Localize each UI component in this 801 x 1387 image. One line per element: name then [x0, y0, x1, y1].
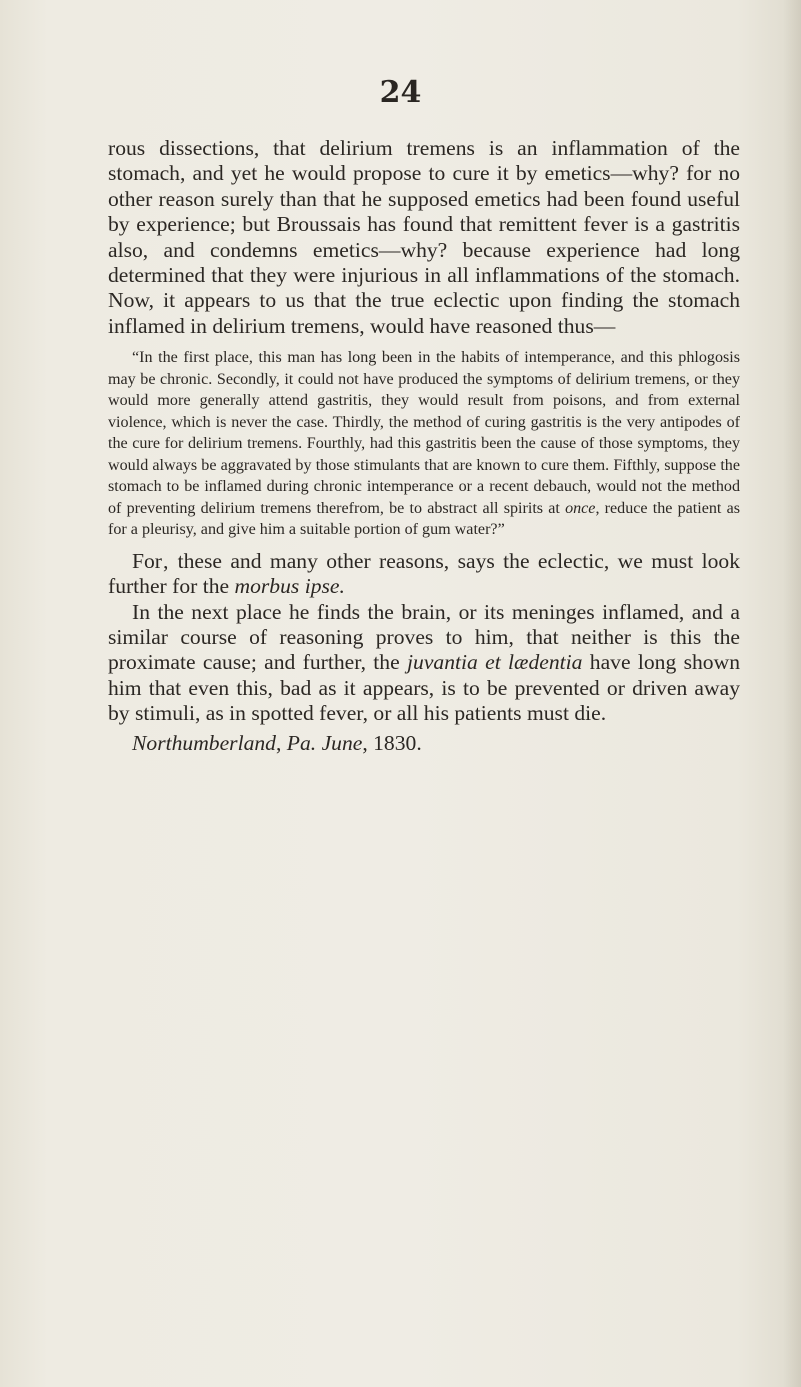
paragraph-dissections — [108, 136, 740, 339]
quote-text-end: , reduce the patient as for a pleurisy, and give him a suitable portion of gum water?” — [108, 499, 740, 539]
paragraph-brain-text-start: In the next place he finds the brain, or its meninges inflamed, and a similar course of reasoning proves to him, that neither is this the proximate cause; and further, the — [108, 599, 740, 675]
dateline-year: 1830. — [373, 730, 422, 755]
dateline-place: Northumberland — [132, 730, 276, 755]
quote-text-start: “In the first place, this man has long been in the habits of intemperance, and this phlogosis may be chronic. Secondly, it could not have produced the symptoms of delirium tremens, or they would more generally attend gastritis, they would result from poisons, and from external violence, which is never the case. Thirdly, the method of curing gastritis is the very antipodes of the cure for delirium tremens. Fourthly, had this gastritis been the cause of those symptoms, they would always be aggravated by those stimulants that are known to cure them. Fifthly, suppose the stomach to be inflamed during chronic intemperance or a recent debauch, would not the method of preventing delirium tremens therefrom, be to abstract all spirits at — [108, 349, 740, 517]
dateline-sep-1: , — [275, 730, 287, 755]
page-edge-shadow — [783, 0, 801, 1387]
text-block — [108, 136, 740, 756]
paragraph-brain-text-end: have long shown him that even this, bad as it appears, is to be prevented or driven away by stimuli, as in spotted fever, or all his patients must die. — [108, 650, 740, 726]
dateline-sep-3: , — [362, 730, 374, 755]
paragraph-brain-meninges — [108, 600, 740, 727]
juvantia-italic: juvantia et lædentia — [407, 650, 583, 675]
quote-italic-once: once — [565, 499, 596, 517]
paragraph-further-reasons — [108, 549, 740, 600]
paragraph-further-text: For‚ these and many other reasons, says the eclectic, we must look further for the — [108, 548, 740, 599]
page-number: 24 — [379, 75, 422, 110]
dateline-state: Pa. — [286, 730, 317, 755]
dateline — [108, 731, 740, 756]
morbus-ipse-italic: morbus ipse. — [234, 574, 345, 599]
quoted-reasoning — [108, 347, 740, 541]
dateline-month: June — [321, 730, 363, 755]
paragraph-dissections-text: rous dissections, that delirium tremens is an inflammation of the stomach, and yet he would propose to cure it by emetics—why? for no other reason surely than that he supposed emetics had been found useful by experience; but Broussais has found that remittent fever is a gastritis also, and condemns emetics—why? because experience had long determined that they were injurious in all inflammations of the stomach. Now, it appears to us that the true eclectic upon finding the stomach inflamed in delirium tremens, would have reasoned thus— — [108, 136, 740, 338]
